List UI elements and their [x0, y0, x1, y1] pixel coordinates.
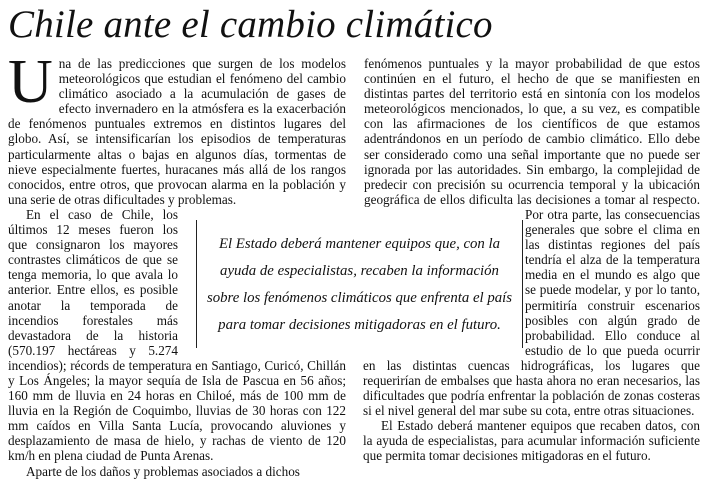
- drop-cap: U: [8, 48, 53, 116]
- paragraph-1: [8, 48, 346, 207]
- pull-quote: [196, 220, 523, 348]
- paragraph-5: El Estado deberá mantener equipos que recaben datos, con la ayuda de especialistas, para acumular información suficiente que permita tomar decisiones mitigadoras en el futuro.: [363, 418, 700, 464]
- pull-quote-line: sobre los fenómenos climáticos que enfrenta el país: [206, 289, 513, 306]
- pull-quote-line: para tomar decisiones mitigadoras en el futuro.: [218, 316, 501, 333]
- paragraph-2: En el caso de Chile, los últimos 12 meses fueron los que consignaron los mayores contrastes climáticos de que se tenga memoria, lo que avala lo anterior. Entre ellos, es posible anotar la temporada de incendios forestales más devastadora de la historia (570.197 hectáreas y 5.274 incendios); récords de temperatura en Santiago, Curicó, Chillán y Los Ángeles; la mayor sequía de Isla de Pascua en 56 años; 160 mm de lluvia en 24 horas en Chiloé, más de 100 mm de lluvia en la Región de Coquimbo, lluvias de 30 horas con 122 mm caídos en Villa Santa Lucía, provocando aluviones y desplazamiento de masa de hielo, y rachas de viento de 120 km/h en plena ciudad de Punta Arenas.: [8, 206, 346, 464]
- paragraph-4: fenómenos puntuales y la mayor probabilidad de que estos continúen en el futuro, el hecho de que se manifiesten en distintas partes del territorio está en sintonía con los modelos meteorológicos mencionados, lo que, a su vez, es compatible con las afirmaciones de los científicos de que estamos adentrándonos en un período de cambio climático. Ello debe ser considerado como una señal importante que no puede ser ignorada por las autoridades. Sin embargo, la complejidad de predecir con precisión su ocurrencia temporal y la ubicación geográfica de ellos dificulta las decisiones a tomar al respecto. Por otra parte, las consecuencias generales que sobre el clima en las distintas regiones del país tendría el alza de la temperatura media en el mundo es algo que se puede modelar, y por lo tanto, permitiría construir escenarios posibles con algún grado de probabilidad. Ello conduce al estudio de lo que pueda ocurrir en las distintas cuencas hidrográficas, los lugares que requerirían de embalses que hasta ahora no eran necesarios, las dificultades que podría enfrentar la población de zonas costeras si el nivel general del mar sube su cota, entre otras situaciones.: [363, 56, 700, 419]
- paragraph-1-text: na de las predicciones que surgen de los modelos meteorológicos que estudian el fenómeno del cambio climático asociado a la acumulación de gases de efecto invernadero en la atmósfera es la exacerbación de fenómenos puntuales extremos en distintos lugares del globo. Así, se intensificarían los episodios de temperaturas particularmente altas o bajas en algunos días, tormentas de nieve especialmente fuertes, huracanes más allá de los rangos conocidos, entre otros, que provocan alarma en la población y una serie de otras dificultades y problemas.: [8, 56, 346, 207]
- paragraph-3: Aparte de los daños y problemas asociados a dichos: [26, 463, 300, 479]
- pull-quote-line: El Estado deberá mantener equipos que, con la: [218, 235, 501, 252]
- article-title: Chile ante el cambio climático: [8, 3, 493, 46]
- pull-quote-line: ayuda de especialistas, recaben la información: [220, 262, 499, 279]
